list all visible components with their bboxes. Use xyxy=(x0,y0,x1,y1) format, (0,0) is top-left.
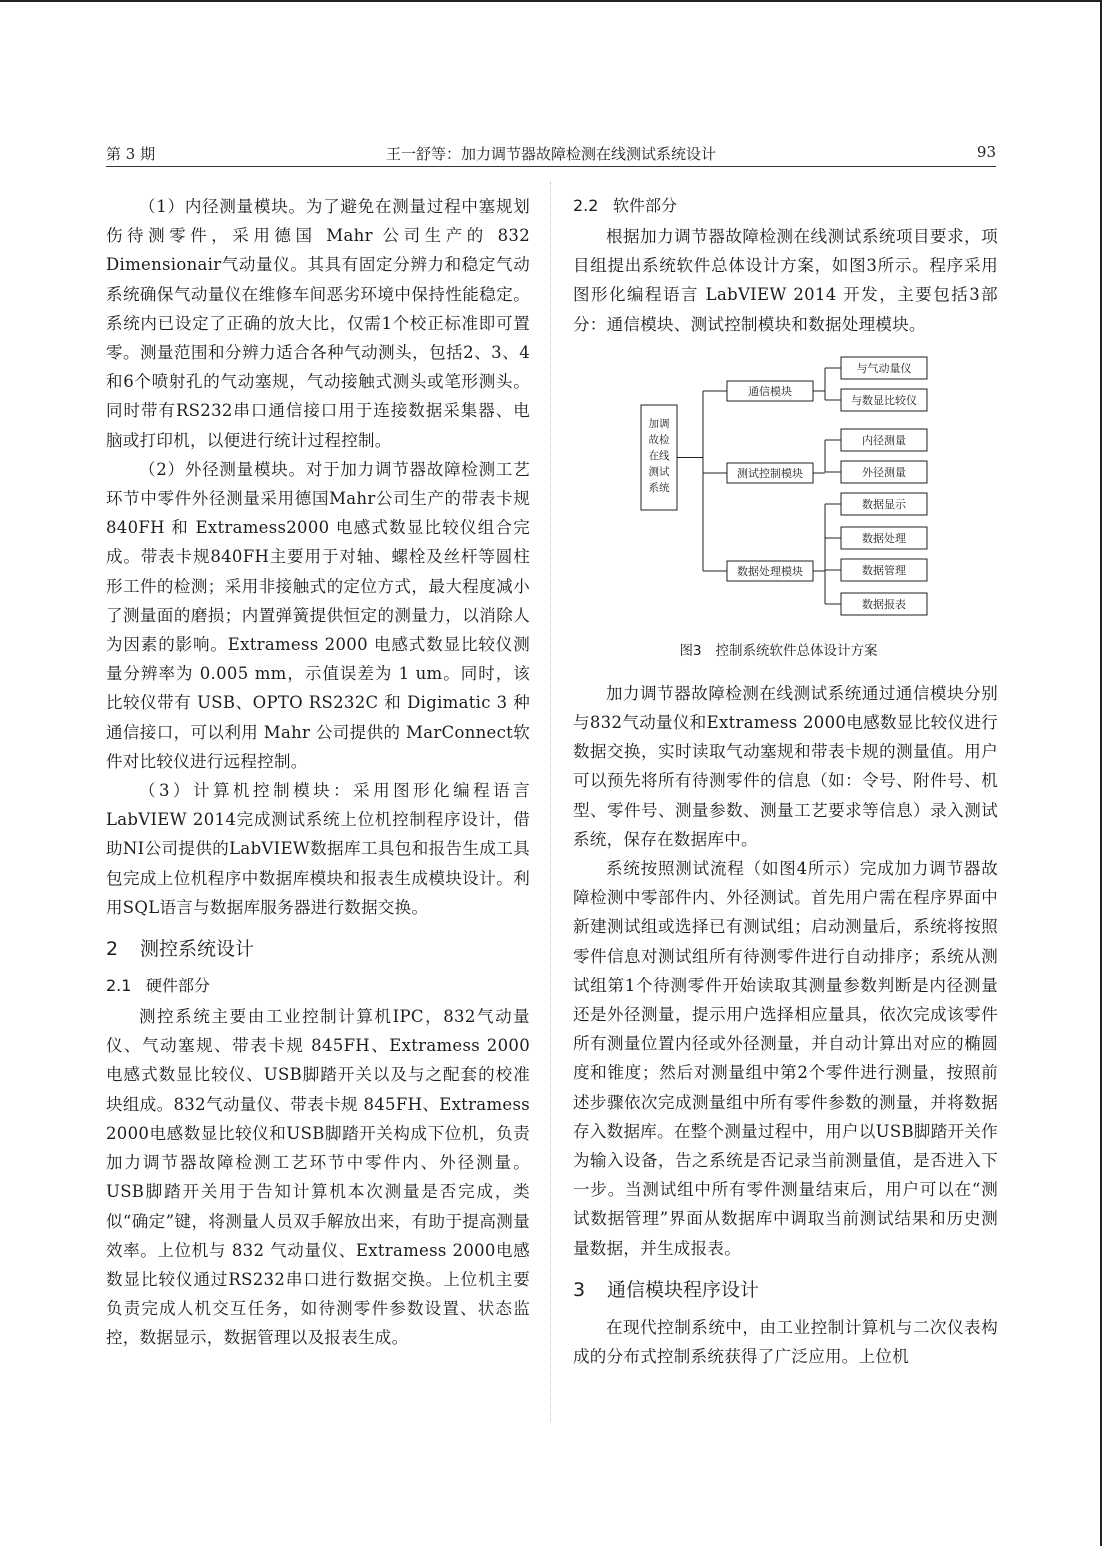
leaf-2-1-label: 数据处理 xyxy=(862,531,906,545)
section-title: 测控系统设计 xyxy=(140,938,255,961)
page-number: 93 xyxy=(976,143,996,161)
software-design-diagram xyxy=(573,345,998,645)
subsection-heading-2-1 xyxy=(106,972,530,1000)
subsection-number: 2.2 xyxy=(573,196,599,215)
root-label-line: 加调 xyxy=(648,417,670,430)
paragraph-software-intro: 根据加力调节器故障检测在线测试系统项目要求，项目组提出系统软件总体设计方案，如图3所示。程序采用图形化编程语言 LabVIEW 2014 开发，主要包括3部分：通信模块、测试控制模块和数据处理模块。 xyxy=(573,227,998,334)
running-header xyxy=(106,143,996,165)
leaf-2-3-label: 数据报表 xyxy=(862,597,906,611)
root-label-line: 测试 xyxy=(648,465,670,478)
section-heading-2 xyxy=(106,934,530,964)
module-1-label: 测试控制模块 xyxy=(737,466,803,480)
paragraph-computer-control-module: （3）计算机控制模块：采用图形化编程语言 LabVIEW 2014完成测试系统上位机控制程序设计，借助NI公司提供的LabVIEW数据库工具包和报告生成工具包完成上位机程序中数据库模块和报表生成模块设计。利用SQL语言与数据库服务器进行数据交换。 xyxy=(106,781,530,917)
section-heading-3 xyxy=(573,1275,998,1305)
section-number: 3 xyxy=(573,1278,586,1301)
figure-3 xyxy=(573,345,998,665)
root-label-line: 在线 xyxy=(648,449,670,462)
leaf-0-0-label: 与气动量仪 xyxy=(856,361,912,375)
figure-number: 图3 xyxy=(679,642,702,659)
subsection-title: 硬件部分 xyxy=(146,976,211,996)
paragraph-hardware: 测控系统主要由工业控制计算机IPC，832气动量仪、气动塞规、带表卡规 845FH、Extramess 2000 电感式数显比较仪、USB脚踏开关以及与之配套的校准块组成。832气动量仪、带表卡规 845FH、Extramess 2000电感数显比较仪和USB脚踏开关构成下位机，负责加力调节器故障检测工艺环节中零件内、外径测量。USB脚踏开关用于告知计算机本次测量是否完成，类似“确定”键，将测量人员双手解放出来，有助于提高测量效率。上位机与 832 气动量仪、Extramess 2000电感数显比较仪通过RS232串口进行数据交换。上位机主要负责完成人机交互任务，如待测零件参数设置、状态监控，数据显示，数据管理以及报表生成。 xyxy=(106,1007,530,1348)
paragraph-outer-diameter-module: （2）外径测量模块。对于加力调节器故障检测工艺环节中零件外径测量采用德国Mahr公司生产的带表卡规 840FH 和 Extramess2000 电感式数显比较仪组合完成。带表卡规840FH主要用于对轴、螺栓及丝杆等圆柱形工件的检测；采用非接触式的定位方式，最大程度减小了测量面的磨损；内置弹簧提供恒定的测量力，以消除人为因素的影响。Extramess 2000 电感式数显比较仪测量分辨率为 0.005 mm，示值误差为 1 um。同时，该比较仪带有 USB、OPTO RS232C 和 Digimatic 3 种通信接口，可以利用 Mahr 公司提供的 MarConnect软件对比较仪进行远程控制。 xyxy=(106,459,530,771)
section-number: 2 xyxy=(106,938,119,961)
module-2-label: 数据处理模块 xyxy=(737,564,803,578)
right-column xyxy=(573,192,998,1371)
column-divider xyxy=(550,182,551,1422)
leaf-0-1-label: 与数显比较仪 xyxy=(851,393,917,407)
leaf-1-1-label: 外径测量 xyxy=(862,465,906,479)
issue-number: 第 3 期 xyxy=(106,145,156,163)
paragraph-communication: 加力调节器故障检测在线测试系统通过通信模块分别与832气动量仪和Extramess 2000电感数显比较仪进行数据交换，实时读取气动塞规和带表卡规的测量值。用户可以预先将所有待测零件的信息（如：令号、附件号、机型、零件号、测量参数、测量工艺要求等信息）录入测试系统，保存在数据库中。 xyxy=(573,683,998,849)
header-rule xyxy=(106,166,996,167)
subsection-number: 2.1 xyxy=(106,976,132,996)
leaf-1-0-label: 内径测量 xyxy=(862,433,906,447)
paragraph-test-flow: 系统按照测试流程（如图4所示）完成加力调节器故障检测中零部件内、外径测试。首先用户需在程序界面中新建测试组或选择已有测试组；启动测量后，系统将按照零件信息对测试组所有待测零件进行自动排序；系统从测试组第1个待测零件开始读取其测量参数判断是内径测量还是外径测量，提示用户选择相应量具，依次完成该零件所有测量位置内径或外径测量，并自动计算出对应的椭圆度和锥度；然后对测量组中第2个零件进行测量，按照前述步骤依次完成测量组中所有零件参数的测量，并将数据存入数据库。在整个测量过程中，用户以USB脚踏开关作为输入设备，告之系统是否记录当前测量值，是否进入下一步。当测试组中所有零件测量结束后，用户可以在“测试数据管理”界面从数据库中调取当前测试结果和历史测量数据，并生成报表。 xyxy=(573,859,998,1258)
figure-caption xyxy=(573,639,998,659)
subsection-title: 软件部分 xyxy=(613,196,678,215)
subsection-heading-2-2 xyxy=(573,192,998,220)
root-label-line: 故检 xyxy=(648,433,670,446)
leaf-2-0-label: 数据显示 xyxy=(862,497,906,511)
running-title: 王一舒等：加力调节器故障检测在线测试系统设计 xyxy=(385,145,716,163)
root-label-line: 系统 xyxy=(648,481,670,494)
figure-title: 控制系统软件总体设计方案 xyxy=(715,642,878,659)
paragraph-inner-diameter-module: （1）内径测量模块。为了避免在测量过程中塞规划伤待测零件，采用德国 Mahr 公司生产的 832 Dimensionair气动量仪。其具有固定分辨力和稳定气动系统确保气动量仪在维修车间恶劣环境中保持性能稳定。系统内已设定了正确的放大比，仅需1个校正标准即可置零。测量范围和分辨力适合各种气动测头，包括2、3、4和6个喷射孔的气动塞规，气动接触式测头或笔形测头。同时带有RS232串口通信接口用于连接数据采集器、电脑或打印机，以便进行统计过程控制。 xyxy=(106,197,530,450)
paragraph-comm-design: 在现代控制系统中，由工业控制计算机与二次仪表构成的分布式控制系统获得了广泛应用。上位机 xyxy=(573,1317,998,1367)
section-title: 通信模块程序设计 xyxy=(607,1278,760,1301)
page-top-border xyxy=(0,0,1102,2)
module-0-label: 通信模块 xyxy=(748,384,792,398)
left-column xyxy=(106,192,530,1353)
leaf-2-2-label: 数据管理 xyxy=(862,563,906,577)
